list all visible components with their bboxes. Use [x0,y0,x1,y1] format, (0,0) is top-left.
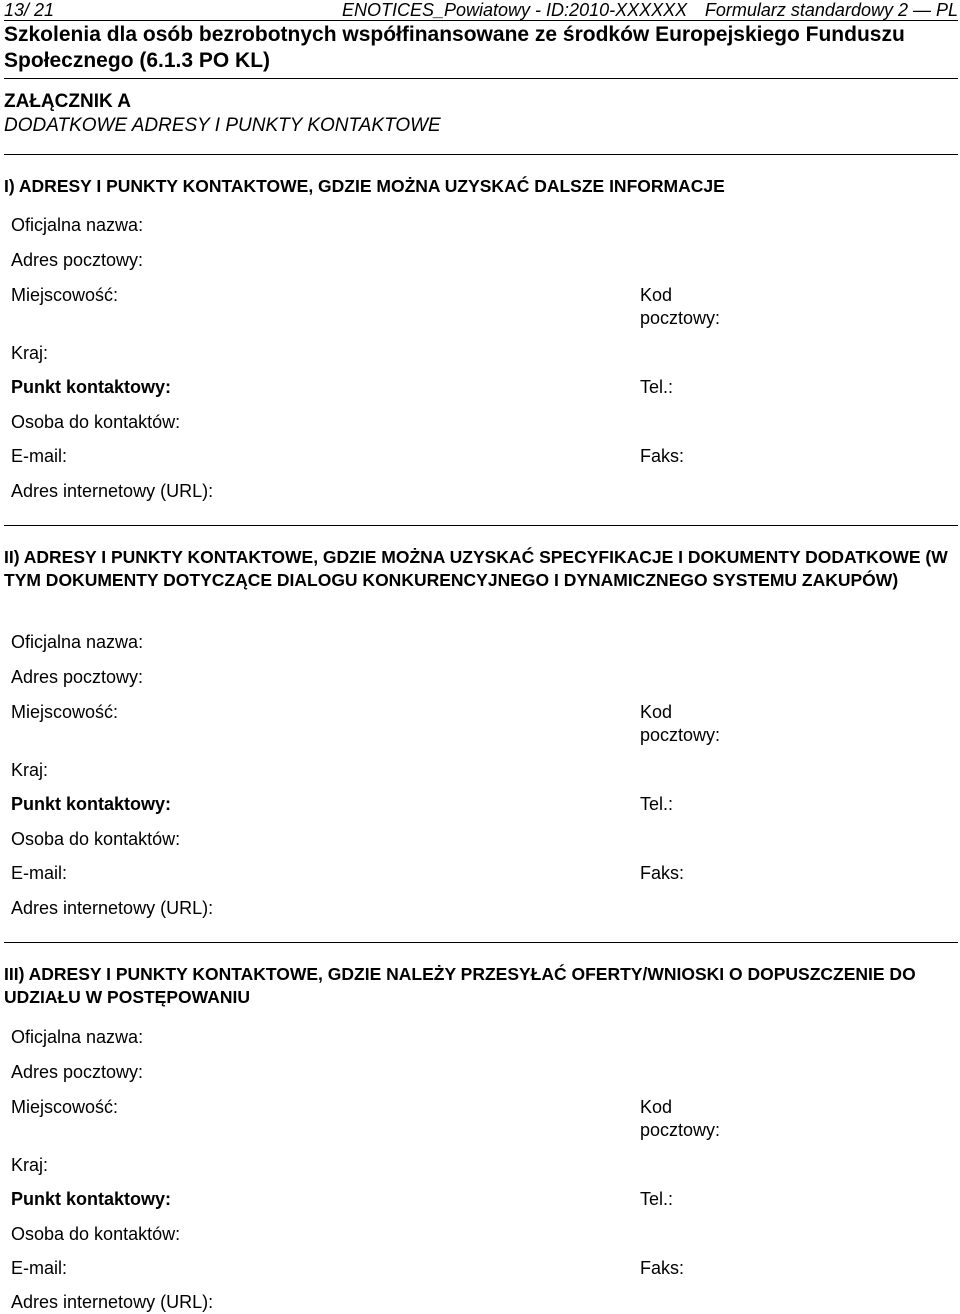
section-title-3: III) ADRESY I PUNKTY KONTAKTOWE, GDZIE NALEŻY PRZESYŁAĆ OFERTY/WNIOSKI O DOPUSZCZENIE DO UDZIAŁU W POSTĘPOWANIU [4,964,916,1007]
postal-code-label: Kod pocztowy: [640,702,721,745]
annex-title: ZAŁĄCZNIK A [4,91,131,112]
country-label: Kraj: [11,343,49,363]
annex-divider [4,154,958,155]
postal-address-label: Adres pocztowy: [11,250,144,270]
country-label: Kraj: [11,760,49,780]
town-label: Miejscowość: [11,1097,119,1117]
running-header [4,0,958,21]
phone-label: Tel.: [640,1189,674,1209]
phone-label: Tel.: [640,794,674,814]
contact-person-label: Osoba do kontaktów: [11,1224,181,1244]
contact-person-label: Osoba do kontaktów: [11,829,181,849]
section-divider [4,525,958,526]
contact-point-label: Punkt kontaktowy: [11,377,172,397]
fax-label: Faks: [640,863,685,883]
section-divider [4,942,958,943]
country-label: Kraj: [11,1155,49,1175]
contact-person-label: Osoba do kontaktów: [11,412,181,432]
email-label: E-mail: [11,1258,68,1278]
annex-subtitle: DODATKOWE ADRESY I PUNKTY KONTAKTOWE [4,115,441,136]
official-name-label: Oficjalna nazwa: [11,632,144,652]
contact-point-label: Punkt kontaktowy: [11,1189,172,1209]
postal-code-label: Kod pocztowy: [640,1097,721,1140]
notice-id: ENOTICES_Powiatowy - ID:2010-XXXXXX [342,0,688,20]
official-name-label: Oficjalna nazwa: [11,215,144,235]
postal-code-label: Kod pocztowy: [640,285,721,328]
page-number: 13/ 21 [4,0,55,20]
section-title-1: I) ADRESY I PUNKTY KONTAKTOWE, GDZIE MOŻNA UZYSKAĆ DALSZE INFORMACJE [4,176,725,196]
title-divider [4,78,958,79]
url-label: Adres internetowy (URL): [11,481,214,501]
postal-address-label: Adres pocztowy: [11,667,144,687]
fax-label: Faks: [640,446,685,466]
town-label: Miejscowość: [11,285,119,305]
form-name: Formularz standardowy 2 — PL [704,0,958,20]
email-label: E-mail: [11,863,68,883]
section-title-2: II) ADRESY I PUNKTY KONTAKTOWE, GDZIE MOŻNA UZYSKAĆ SPECYFIKACJE I DOKUMENTY DODATKOWE (W TYM DOKUMENTY DOTYCZĄCE DIALOGU KONKURENCYJNEGO I DYNAMICZNEGO SYSTEMU ZAKUPÓW) [4,547,948,590]
document-title: Szkolenia dla osób bezrobotnych współfinansowane ze środków Europejskiego Funduszu Społecznego (6.1.3 PO KL) [4,23,905,72]
postal-address-label: Adres pocztowy: [11,1062,144,1082]
url-label: Adres internetowy (URL): [11,898,214,918]
town-label: Miejscowość: [11,702,119,722]
phone-label: Tel.: [640,377,674,397]
contact-point-label: Punkt kontaktowy: [11,794,172,814]
official-name-label: Oficjalna nazwa: [11,1027,144,1047]
fax-label: Faks: [640,1258,685,1278]
url-label: Adres internetowy (URL): [11,1292,214,1312]
email-label: E-mail: [11,446,68,466]
